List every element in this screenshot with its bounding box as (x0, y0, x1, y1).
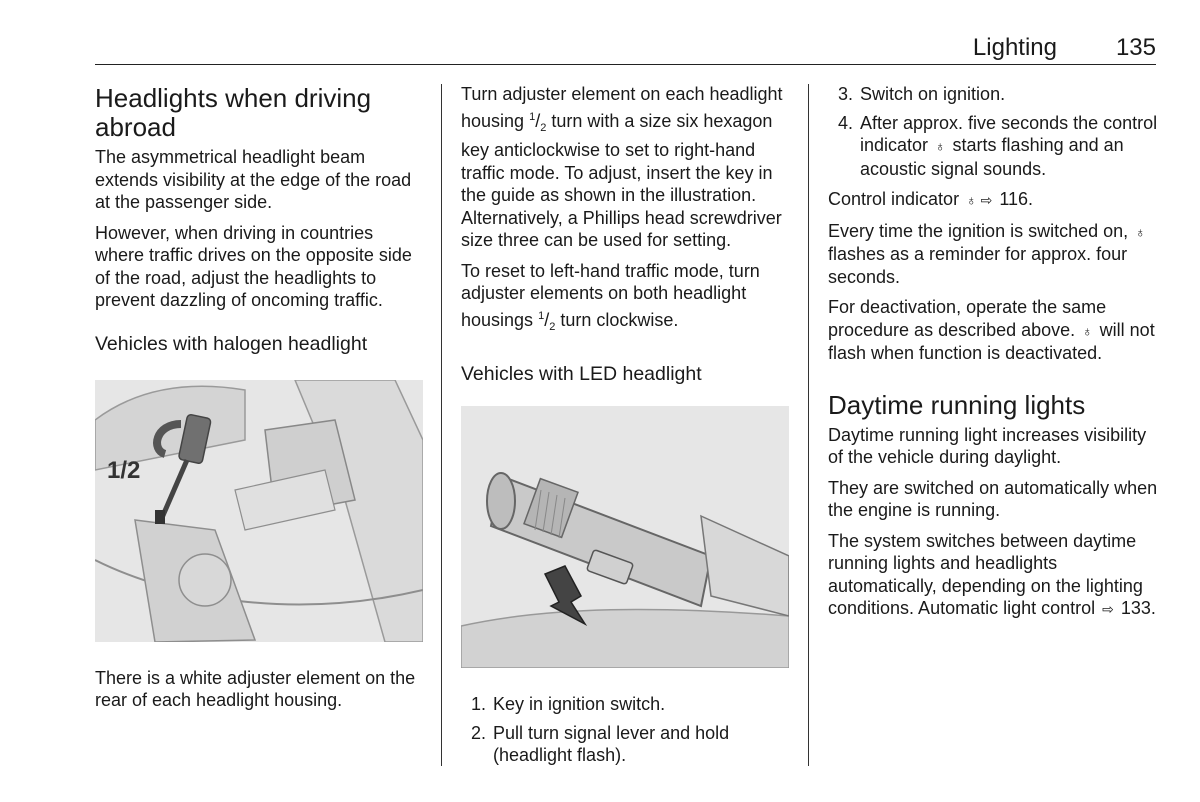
paragraph-control-indicator-ref: Control indicator ♁ ⇨ 116. (828, 188, 1160, 212)
paragraph-turn-adjuster: Turn adjuster element on each headlight housing $^1/_2$ turn with a size six hexagon key anticlockwise to set to right-hand traffic mode. To adjust, insert the key in the guide as shown in the illustration. Alternatively, a Phillips head screwdriver size three can be used for setting. (461, 84, 783, 250)
heading-daytime-running-lights: Daytime running lights (828, 389, 1086, 420)
column-1 (95, 80, 427, 720)
list-item: 4. After approx. five seconds the control indicator ♁ starts flashing and an acoustic signal sounds. (838, 112, 1158, 179)
column-divider-2 (808, 84, 809, 766)
paragraph-daytime-automatic: They are switched on automatically when the engine is running. (828, 477, 1158, 520)
column-divider-1 (441, 84, 442, 766)
led-steps-list-2 (828, 83, 1160, 180)
list-item: 2. Pull turn signal lever and hold (headlight flash). (471, 722, 730, 765)
paragraph-reset-left-hand: To reset to left-hand traffic mode, turn adjuster elements on both headlight housings $^1/_2$ turn clockwise. (461, 260, 760, 333)
paragraph-deactivation: For deactivation, operate the same procedure as described above. ♁ will not flash when function is deactivated. (828, 297, 1155, 363)
paragraph-countries: However, when driving in countries where traffic drives on the opposite side of the road, adjust the headlights to prevent dazzling of oncoming traffic. (95, 222, 412, 310)
led-steps-list-1 (461, 693, 793, 767)
column-2 (461, 80, 793, 775)
heading-headlights-abroad: Headlights when driving abroad (95, 83, 372, 142)
list-item: 3. Switch on ignition. (838, 84, 1006, 104)
column-3 (828, 80, 1160, 629)
header-rule (95, 64, 1156, 65)
headlight-indicator-icon: ♁ (966, 192, 977, 208)
subheading-led: Vehicles with LED headlight (461, 363, 702, 385)
headlight-indicator-icon: ♁ (1082, 322, 1093, 339)
subheading-halogen: Vehicles with halogen headlight (95, 332, 368, 355)
section-title: Lighting (972, 34, 1057, 61)
page-reference-icon[interactable]: ⇨ (1102, 601, 1114, 617)
page-number: 135 (1115, 34, 1156, 61)
list-item: 1. Key in ignition switch. (471, 694, 666, 714)
headlight-indicator-icon: ♁ (935, 138, 946, 154)
paragraph-ignition-reminder: Every time the ignition is switched on, ♁ flashes as a reminder for approx. four seconds. (828, 220, 1146, 287)
paragraph-asymmetrical-beam: The asymmetrical headlight beam extends visibility at the edge of the road at the passenger side. (95, 147, 412, 212)
headlight-indicator-icon: ♁ (1135, 223, 1146, 240)
paragraph-daytime-switching: The system switches between daytime running lights and headlights automatically, depending on the lighting conditions. Automatic light control ⇨ 133. (828, 530, 1160, 621)
page-reference-icon[interactable]: ⇨ (980, 192, 993, 208)
paragraph-daytime-visibility: Daytime running light increases visibility of the vehicle during daylight. (828, 424, 1147, 467)
figure-label-half-turn: 1/2 (107, 456, 141, 484)
halogen-headlight-illustration (95, 380, 423, 642)
turn-signal-lever-illustration (461, 406, 789, 668)
caption-white-adjuster: There is a white adjuster element on the rear of each headlight housing. (95, 667, 416, 710)
